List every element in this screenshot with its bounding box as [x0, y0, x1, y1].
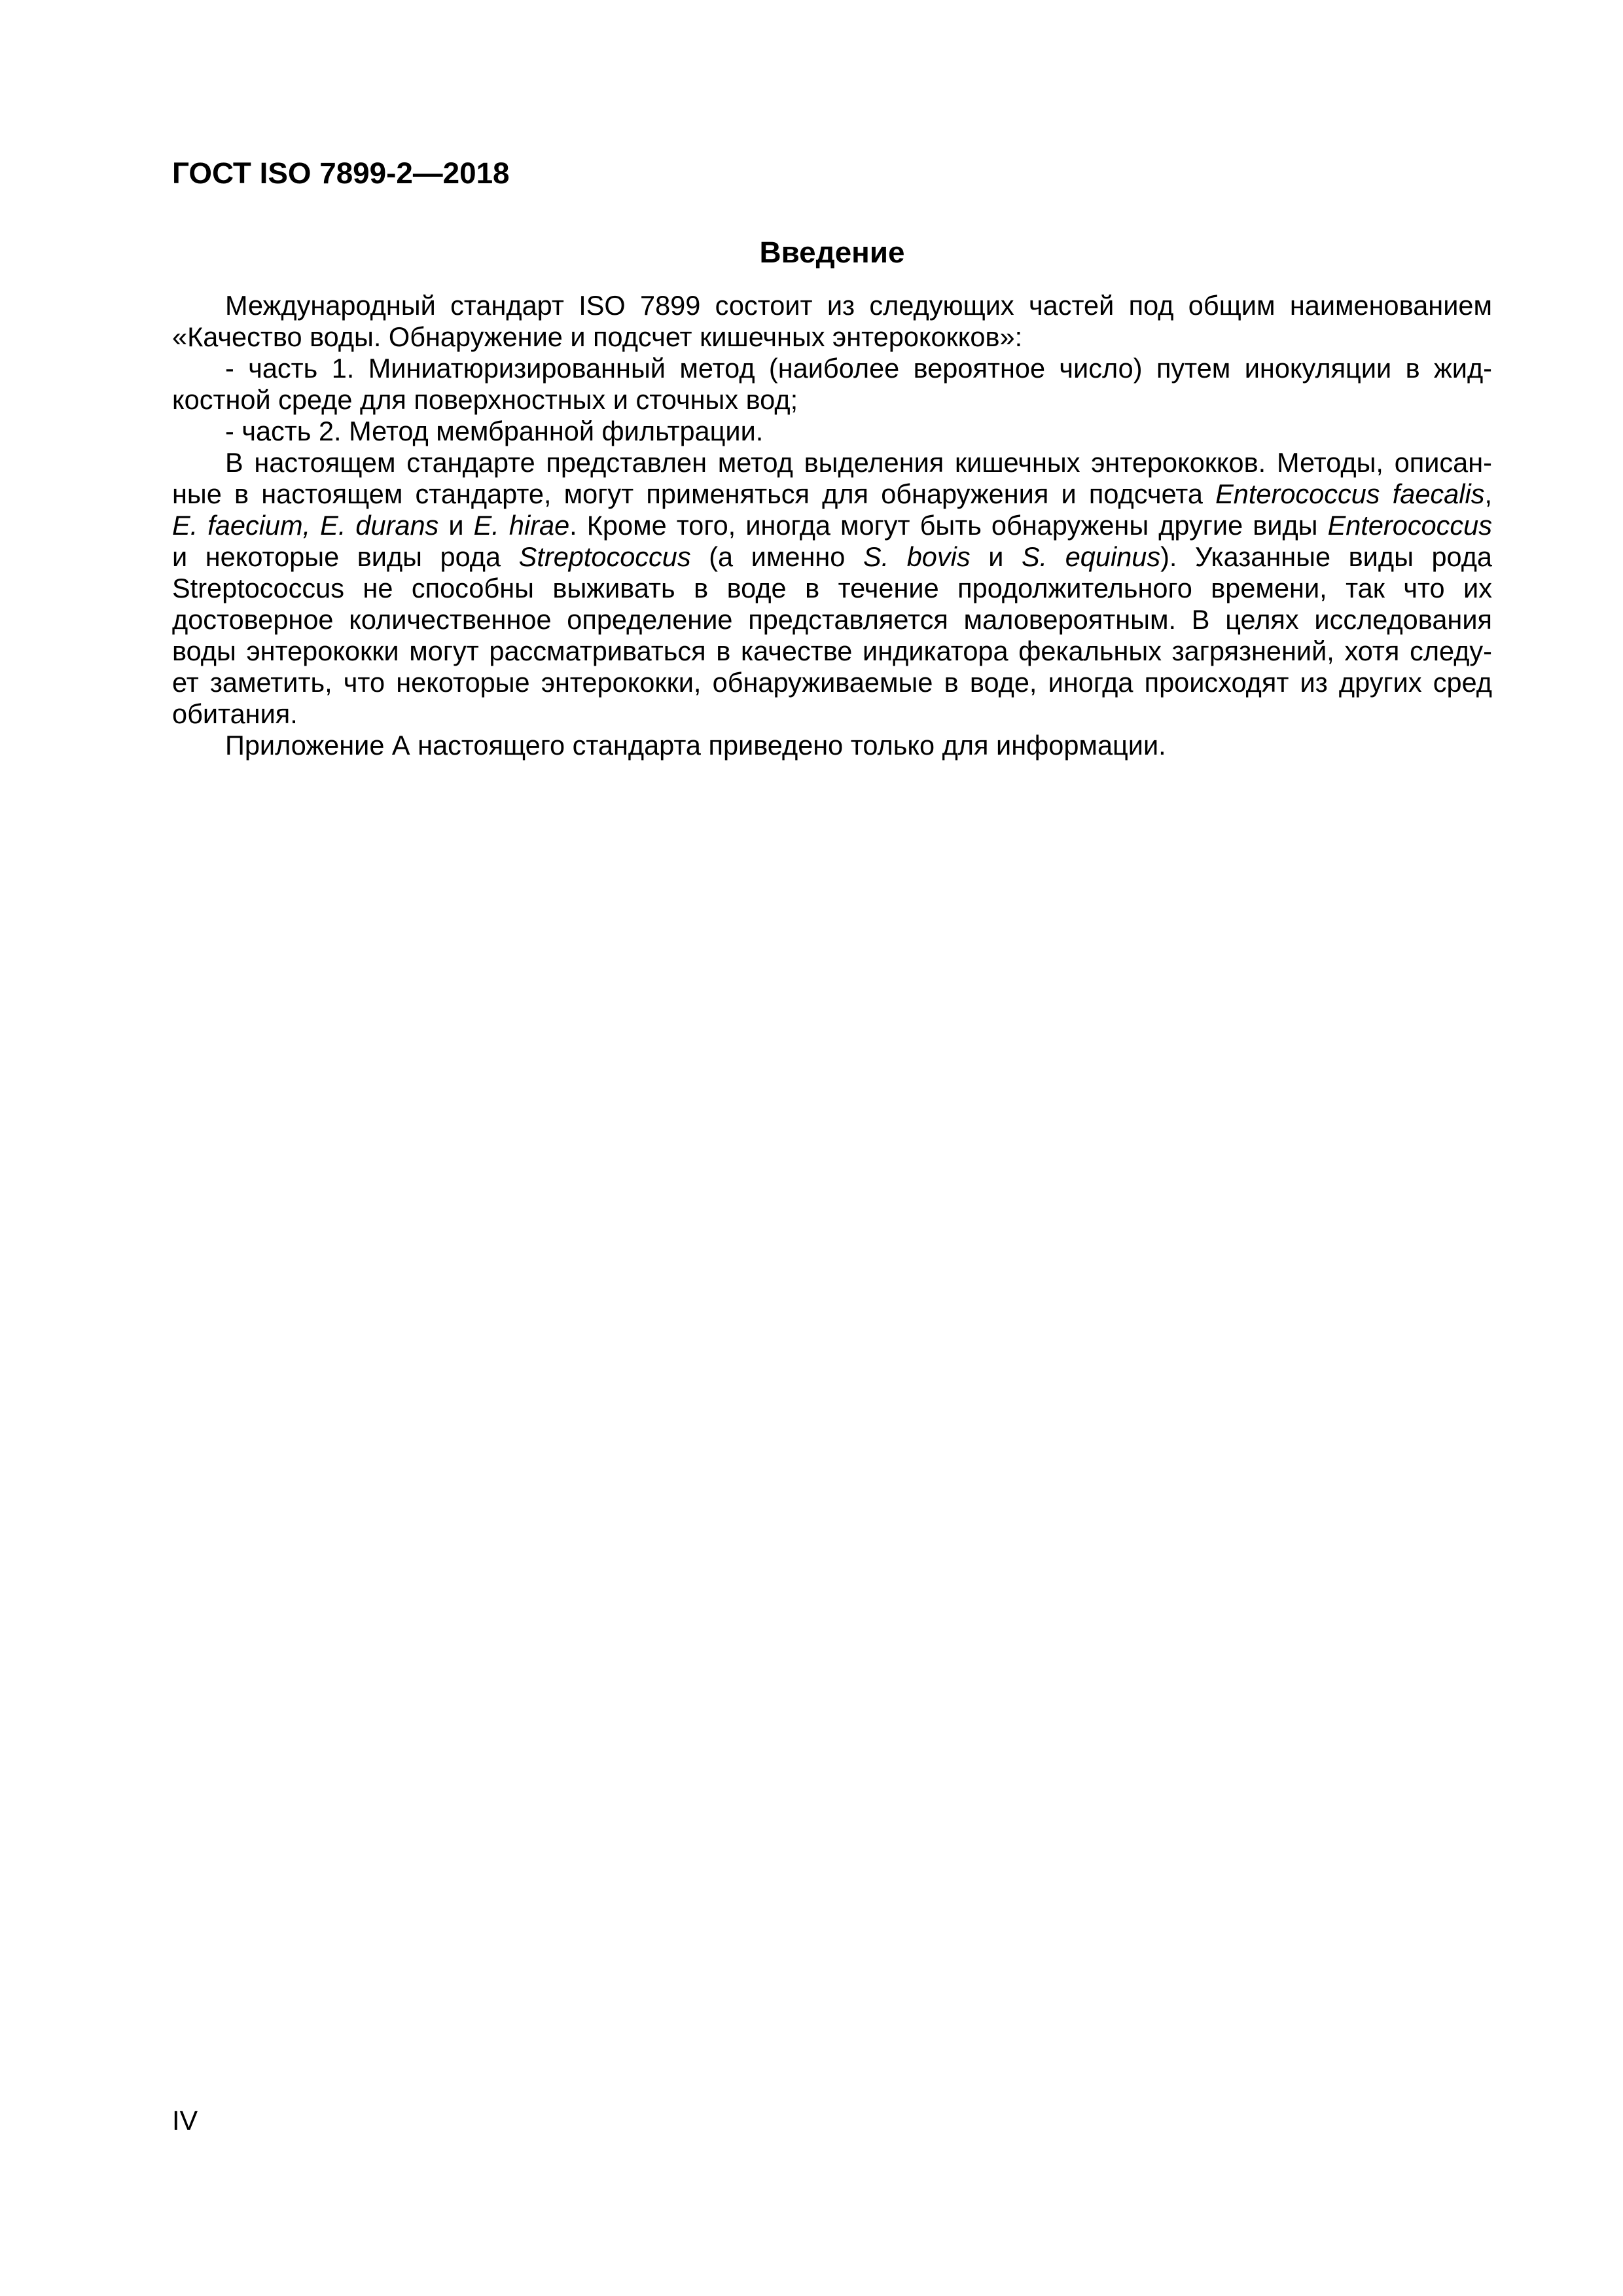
text-segment: и [438, 510, 474, 541]
text-segment: ные в настоящем стандарте, могут применяться для обнаружения и подсчета [172, 478, 1216, 509]
paragraph [172, 447, 1492, 730]
text-segment: ет заметить, что некоторые энтерококки, обнаруживаемые в воде, иногда происходят из других сред [172, 667, 1492, 698]
species-name: S. bovis [863, 541, 971, 572]
text-line [172, 604, 1492, 636]
species-name: Streptococcus [518, 541, 691, 572]
list-item [172, 416, 1492, 447]
list-item [172, 353, 1492, 416]
text-segment: ). Указанные виды рода [1160, 541, 1493, 572]
text-segment: - часть 2. Метод мембранной фильтрации. [225, 416, 764, 446]
text-segment: «Качество воды. Обнаружение и подсчет кишечных энтерококков»: [172, 321, 1023, 352]
text-line [225, 416, 1492, 447]
text-line [172, 573, 1492, 604]
page-number: IV [172, 2105, 198, 2136]
text-line [172, 321, 1492, 353]
text-segment: и [970, 541, 1022, 572]
text-segment: достоверное количественное определение представляется маловероятным. В целях исследования [172, 604, 1492, 635]
text-line [172, 541, 1492, 573]
species-name: E. hirae [473, 510, 570, 541]
text-line [225, 447, 1492, 478]
text-line [225, 730, 1492, 761]
section-title: Введение [759, 236, 905, 269]
text-segment: - часть 1. Миниатюризированный метод (наиболее вероятное число) путем инокуляции в жид- [225, 353, 1492, 384]
species-name: Enterococcus [1327, 510, 1492, 541]
text-line [225, 353, 1492, 384]
text-segment: Международный стандарт ISO 7899 состоит из следующих частей под общим наименованием [225, 290, 1492, 321]
text-line [172, 510, 1492, 541]
text-line [172, 698, 1492, 730]
text-segment: и некоторые виды рода [172, 541, 519, 572]
text-segment: В настоящем стандарте представлен метод выделения кишечных энтерококков. Методы, описан- [225, 447, 1492, 478]
text-segment: костной среде для поверхностных и сточных вод; [172, 384, 798, 415]
document-designation: ГОСТ ISO 7899-2—2018 [172, 156, 510, 190]
text-segment: Streptococcus не способны выживать в воде в течение продолжительного времени, так что их [172, 573, 1492, 603]
text-segment: , [1484, 478, 1492, 509]
text-segment: обитания. [172, 698, 298, 729]
text-segment: Приложение А настоящего стандарта приведено только для информации. [225, 730, 1166, 761]
text-line [172, 478, 1492, 510]
text-segment: (а именно [690, 541, 863, 572]
text-line [172, 384, 1492, 416]
introduction-body [172, 290, 1492, 761]
text-line [172, 667, 1492, 698]
text-line [225, 290, 1492, 321]
paragraph [172, 730, 1492, 761]
species-name: S. equinus [1021, 541, 1161, 572]
paragraph [172, 290, 1492, 353]
species-name: E. faecium, E. durans [172, 510, 439, 541]
species-name: Enterococcus faecalis [1215, 478, 1485, 509]
text-segment: . Кроме того, иногда могут быть обнаружены другие виды [569, 510, 1328, 541]
text-segment: воды энтерококки могут рассматриваться в качестве индикатора фекальных загрязнений, хотя следу- [172, 636, 1492, 666]
text-line [172, 636, 1492, 667]
